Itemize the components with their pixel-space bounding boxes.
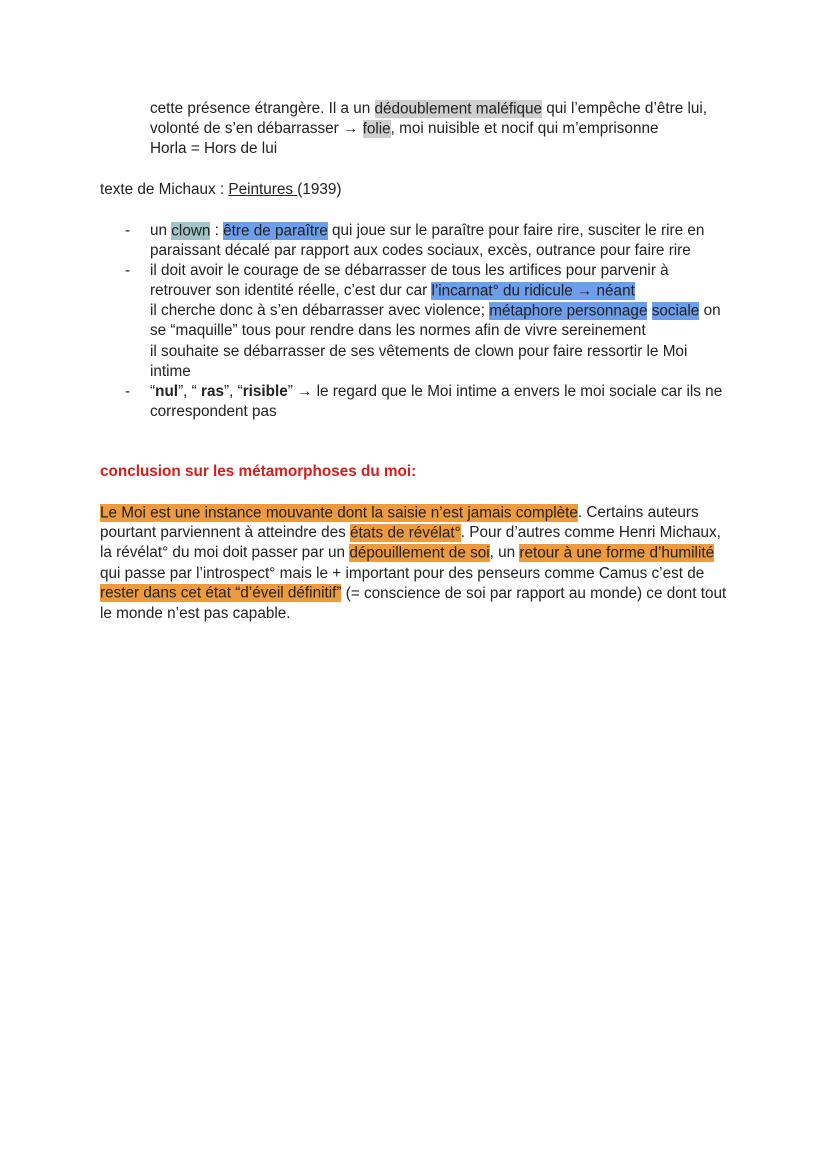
- horla-line-1: [150, 99, 707, 119]
- bullet-2-line-5: il souhaite se débarrasser de ses vêtements de clown pour faire ressortir le Moi: [150, 342, 688, 360]
- highlight-dedoublement-malefique: dédoublement maléfique: [374, 100, 543, 117]
- bold-word-risible: risible: [242, 382, 288, 400]
- michaux-reference: [100, 180, 341, 200]
- work-title-underlined: Peintures: [228, 181, 298, 198]
- bullet-2-line-6: intime: [150, 362, 191, 380]
- conclusion-line-6: le monde n’est pas capable.: [100, 604, 291, 622]
- text-run: cette présence étrangère. Il a un: [150, 100, 375, 117]
- text-run: pourtant parviennent à atteindre des: [100, 524, 351, 542]
- list-item: [100, 221, 722, 261]
- highlight-etats-de-revelat: états de révélat°: [350, 524, 461, 542]
- highlight-folie: folie: [362, 120, 391, 138]
- text-run: qui l’empêche d’être lui,: [542, 100, 708, 117]
- text-run: ”, “: [223, 382, 243, 400]
- bullet-dash: -: [125, 382, 131, 400]
- highlight-depouillement-de-soi: dépouillement de soi: [349, 544, 490, 562]
- bullet-3-line-2: correspondent pas: [150, 402, 277, 420]
- highlight-eveil-definitif: rester dans cet état “d’éveil définitif”: [100, 584, 342, 602]
- bullet-2-line-1: il doit avoir le courage de se débarrasser de tous les artifices pour parvenir à: [150, 262, 669, 280]
- text-run: :: [210, 222, 224, 239]
- conclusion-line-2: [100, 523, 726, 543]
- bullet-dash: -: [125, 262, 131, 280]
- list-item: [100, 261, 722, 382]
- bullet-dash: -: [125, 222, 131, 239]
- text-run: il cherche donc à s’en débarrasser avec violence;: [150, 302, 490, 320]
- highlight-sociale: sociale: [651, 302, 700, 320]
- bold-word-nul: nul: [155, 382, 179, 400]
- highlight-incarnat-du-ridicule: l’incarnat° du ridicule → néant: [431, 282, 635, 300]
- text-run: qui joue sur le paraître pour faire rire, susciter le rire en: [327, 222, 705, 239]
- bullet-1-line-2: paraissant décalé par rapport aux codes sociaux, excès, outrance pour faire rire: [150, 242, 691, 260]
- text-run: retrouver son identité réelle, c’est dur car: [150, 282, 432, 300]
- michaux-line: [100, 180, 341, 200]
- conclusion-heading: conclusion sur les métamorphoses du moi:: [100, 463, 417, 480]
- text-run: ” → le regard que le Moi intime a envers le moi sociale car ils ne: [287, 382, 723, 400]
- text-run: la révélat° du moi doit passer par un: [100, 544, 350, 562]
- horla-line-2: [150, 119, 707, 139]
- bullet-list: [100, 221, 722, 422]
- list-item: [100, 382, 722, 422]
- text-run: (= conscience de soi par rapport au monde) ce dont tout: [341, 584, 727, 602]
- text-run: ”, “: [178, 382, 202, 400]
- text-run: . Certains auteurs: [577, 504, 699, 521]
- conclusion-line-3: [100, 543, 726, 563]
- conclusion-paragraph: [100, 503, 726, 624]
- horla-passage: [150, 99, 707, 160]
- conclusion-line-1: [100, 503, 726, 523]
- text-run: un: [150, 222, 172, 239]
- bullet-2-line-4: se “maquille” tous pour rendre dans les normes afin de vivre sereinement: [150, 322, 646, 340]
- text-run: volonté de s’en débarrasser →: [150, 120, 363, 138]
- text-run: “: [150, 382, 156, 400]
- highlight-clown: clown: [171, 222, 211, 239]
- work-year: (1939): [297, 181, 342, 198]
- highlight-metaphore-personnage: métaphore personnage: [489, 302, 648, 320]
- horla-line-3: Horla = Hors de lui: [150, 140, 278, 158]
- bullet-2-line-2: [150, 281, 722, 301]
- highlight-moi-instance-mouvante: Le Moi est une instance mouvante dont la saisie n’est jamais complète: [100, 504, 578, 521]
- bullet-2-line-3: [150, 301, 722, 321]
- conclusion-line-4: qui passe par l’introspect° mais le + important pour des penseurs comme Camus c’est de: [100, 564, 705, 582]
- text-run: , moi nuisible et nocif qui m’emprisonne: [390, 120, 659, 138]
- text-run: on: [699, 302, 721, 320]
- bullet-3-line-1: [150, 382, 722, 402]
- conclusion-section: [100, 462, 416, 482]
- michaux-prefix: texte de Michaux :: [100, 181, 229, 198]
- text-run: . Pour d’autres comme Henri Michaux,: [460, 524, 721, 542]
- bold-word-ras: ras: [201, 382, 224, 400]
- highlight-etre-de-paraitre: être de paraître: [223, 222, 328, 239]
- conclusion-line-5: [100, 584, 726, 604]
- highlight-retour-humilite: retour à une forme d’humilité: [519, 544, 715, 562]
- bullet-1-line-1: [150, 221, 722, 241]
- text-run: , un: [489, 544, 520, 562]
